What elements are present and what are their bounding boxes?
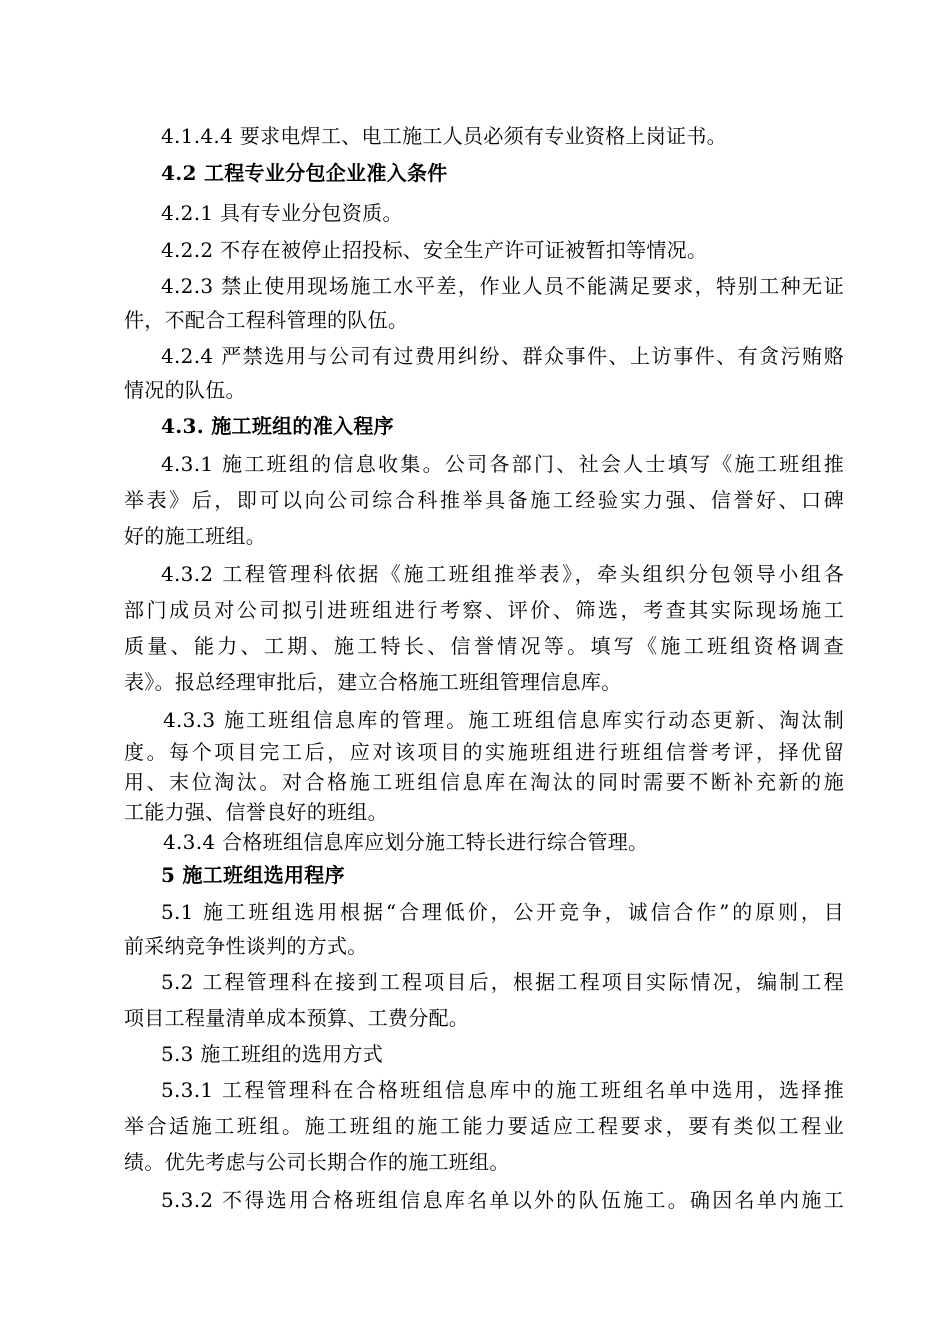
para-4-3-1-line-2: 举表》后，即可以向公司综合科推举具备施工经验实力强、信誉好、口碑	[124, 488, 844, 512]
para-4-3-1-line-1: 4.3.1 施工班组的信息收集。公司各部门、社会人士填写《施工班组推	[161, 452, 844, 476]
para-4-3-3-line-1: 4.3.3 施工班组信息库的管理。施工班组信息库实行动态更新、淘汰制	[163, 708, 844, 732]
heading-4-2: 4.2 工程专业分包企业准入条件	[161, 161, 448, 185]
para-5-3-1-line-3: 绩。优先考虑与公司长期合作的施工班组。	[124, 1150, 510, 1174]
para-4-2-4-line-1: 4.2.4 严禁选用与公司有过费用纠纷、群众事件、上访事件、有贪污贿赂	[161, 344, 844, 368]
para-4-3-2-line-3: 质量、能力、工期、施工特长、信誉情况等。填写《施工班组资格调查	[124, 634, 844, 658]
para-5-3-1-line-2: 举合适施工班组。施工班组的施工能力要适应工程要求，要有类似工程业	[124, 1114, 844, 1138]
para-5-1-line-1: 5.1 施工班组选用根据“合理低价，公开竞争，诚信合作”的原则，目	[161, 900, 844, 924]
para-5-3-1-line-1: 5.3.1 工程管理科在合格班组信息库中的施工班组名单中选用，选择推	[161, 1078, 844, 1102]
para-4-2-3-line-2: 件，不配合工程科管理的队伍。	[124, 308, 409, 332]
para-4-3-2-line-1: 4.3.2 工程管理科依据《施工班组推举表》，牵头组织分包领导小组各	[161, 562, 844, 586]
heading-4-3: 4.3. 施工班组的准入程序	[161, 414, 394, 438]
para-5-2-line-2: 项目工程量清单成本预算、工费分配。	[124, 1006, 470, 1030]
para-5-2-line-1: 5.2 工程管理科在接到工程项目后，根据工程项目实际情况，编制工程	[161, 970, 844, 994]
heading-5: 5 施工班组选用程序	[161, 863, 345, 887]
para-4-3-1-line-3: 好的施工班组。	[124, 524, 267, 548]
para-4-3-2-line-2: 部门成员对公司拟引进班组进行考察、评价、筛选，考查其实际现场施工	[124, 598, 844, 622]
para-4-2-2: 4.2.2 不存在被停止招投标、安全生产许可证被暂扣等情况。	[161, 238, 708, 262]
para-4-3-3-line-3: 用、末位淘汰。对合格施工班组信息库在淘汰的同时需要不断补充新的施	[124, 770, 844, 794]
para-4-3-4: 4.3.4 合格班组信息库应划分施工特长进行综合管理。	[163, 830, 649, 854]
para-5-1-line-2: 前采纳竞争性谈判的方式。	[124, 934, 368, 958]
para-4-2-3-line-1: 4.2.3 禁止使用现场施工水平差，作业人员不能满足要求，特别工种无证	[161, 274, 844, 298]
para-4-3-2-line-4: 表》。报总经理审批后，建立合格施工班组管理信息库。	[124, 670, 622, 694]
para-4-1-4-4: 4.1.4.4 要求电焊工、电工施工人员必须有专业资格上岗证书。	[161, 124, 727, 148]
para-5-3-2-line-1: 5.3.2 不得选用合格班组信息库名单以外的队伍施工。确因名单内施工	[161, 1188, 844, 1212]
para-5-3: 5.3 施工班组的选用方式	[161, 1042, 384, 1066]
para-4-2-1: 4.2.1 具有专业分包资质。	[161, 201, 403, 225]
para-4-3-3-line-4: 工能力强、信誉良好的班组。	[124, 800, 388, 824]
para-4-3-3-line-2: 度。每个项目完工后，应对该项目的实施班组进行班组信誉考评，择优留	[124, 740, 844, 764]
para-4-2-4-line-2: 情况的队伍。	[124, 378, 246, 402]
